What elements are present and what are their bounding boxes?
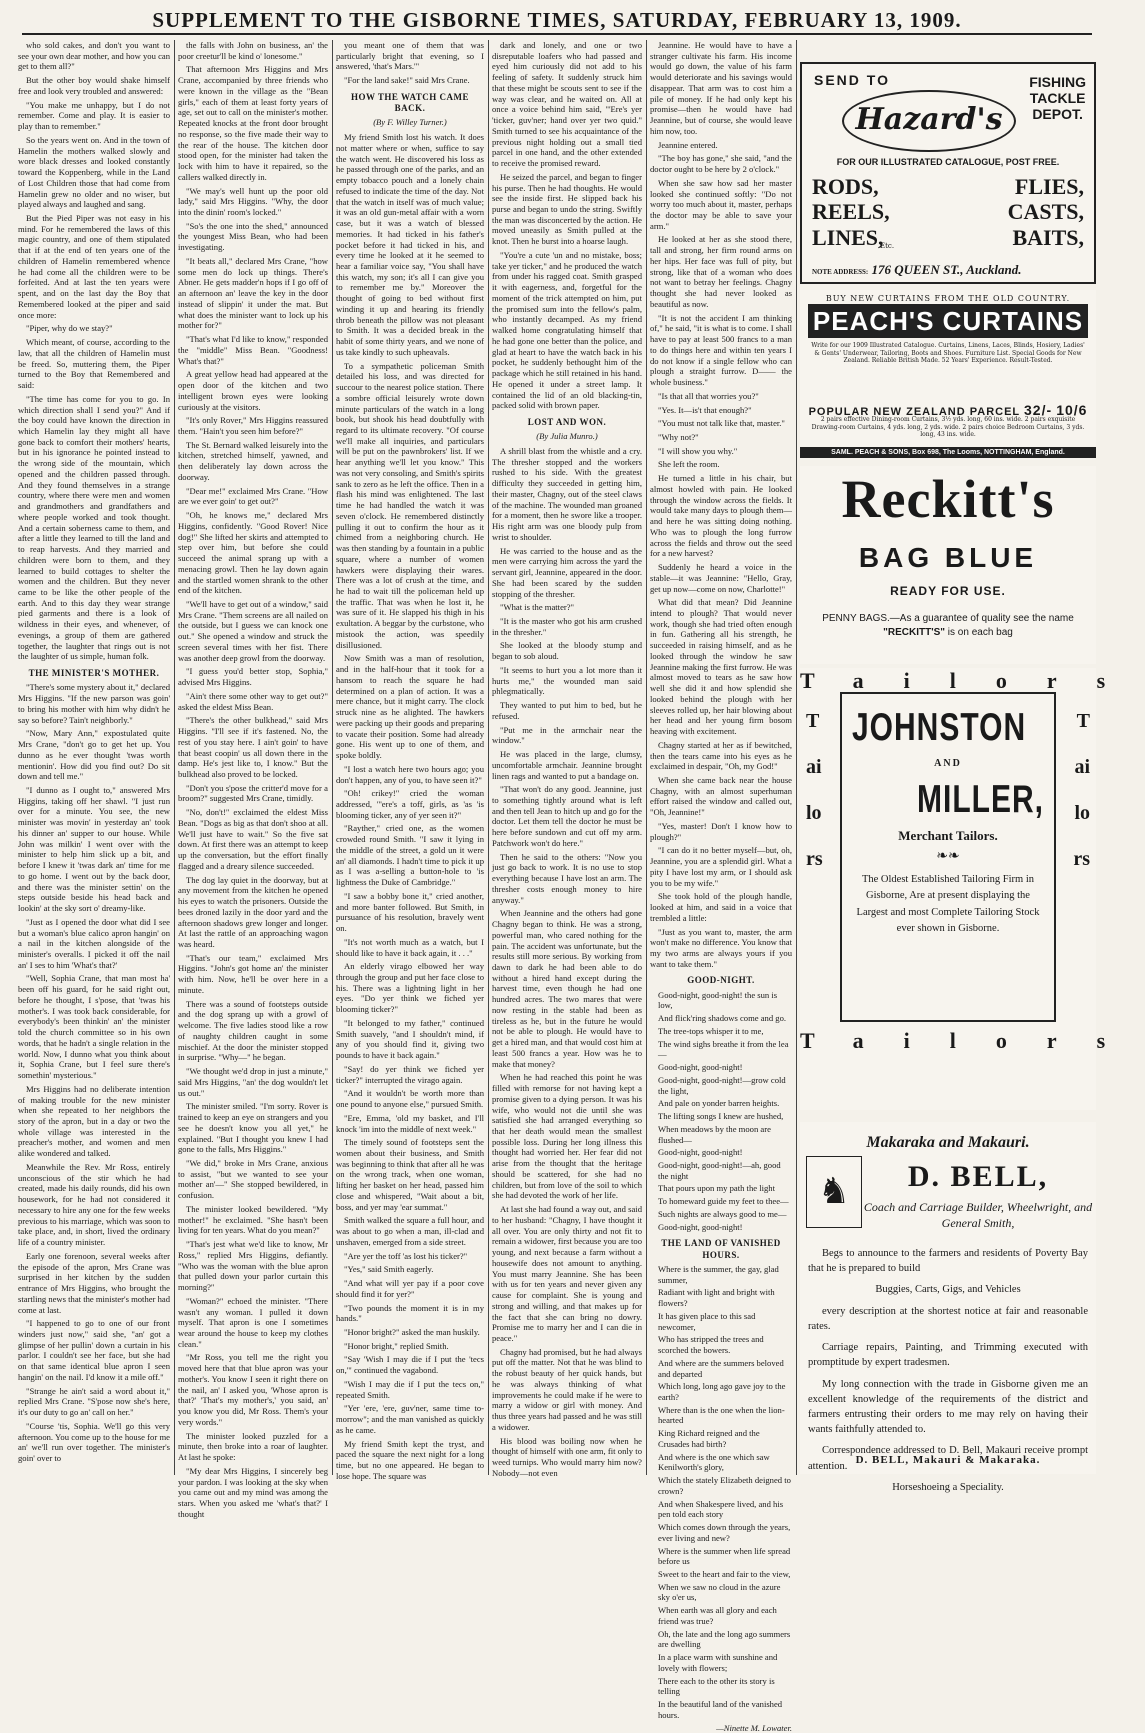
story-paragraph: "I lost a watch here two hours ago; you don't happen, any of you, to have seen it?": [336, 763, 484, 785]
johnston-miller-tailors-ad: [800, 668, 1145, 1110]
story-paragraph: "No, don't!" exclaimed the eldest Miss Bean. "Dogs as big as that don't shoo at all. We'll just have to wait." So the five sat down. At first there was an attempt to keep up the conversation, but the effort finally flagged and a dreary silence succeeded.: [178, 807, 328, 871]
story-paragraph: Jeannine entered.: [658, 139, 718, 150]
poem-line: The tree-tops whisper it to me,: [658, 1025, 764, 1036]
poem-line: It has given place to this sad newcomer,: [658, 1310, 756, 1332]
column-5: [650, 40, 792, 1733]
story-paragraph: The minister looked puzzled for a minute, then broke into a roar of laughter. At last he spoke:: [178, 1430, 328, 1463]
poem-line: Good-night, good-night!—grow cold the light,: [658, 1074, 786, 1096]
story-paragraph: "It's only Rover," Mrs Higgins reassured them. "Hain't you seen him before?": [178, 415, 328, 436]
story-paragraph: Which meant, of course, according to the law, that all the children of Hamelin must be freed. So, muttering them, the Piper turned to the Boy that Remembered and said:: [18, 337, 170, 391]
poem-heading: GOOD-NIGHT.: [687, 975, 755, 986]
ad-paragraph: My long connection with the trade in Gisborne given me an excellent knowledge of the requirements of the district and farmers entrusting their orders to me may rely on having their wants faithfully attended to.: [808, 1378, 1088, 1436]
story-paragraph: "There's the other bulkhead," said Mrs Higgins. "I'll see if it's fastened. No, the rest of you stay here. I ain't goin' to have that beast coopin' us all down there in the damp. He's jest like to, I know." But the bulkhead also proved to be locked.: [178, 715, 328, 779]
story-paragraph: A shrill blast from the whistle and a cry. The thresher stopped and the workers rushed to his side. With the greatest difficulty they succeeded in getting him, their master, Chagny, out of the steel claws of the machine. The wounded man groaned for a moment, then he swore like a trooper. His right arm was one bloody pulp from wrist to shoulder.: [492, 445, 642, 542]
story-paragraph: He was placed in the large, clumsy, uncomfortable armchair. Jeannine brought linen rags and wanted to put a bandage on.: [492, 749, 642, 781]
ad-location-heading: Makaraka and Makauri.: [866, 1134, 1030, 1151]
poem-line: And where are the summers beloved and departed: [658, 1357, 784, 1379]
ad-line: CASTS,: [1007, 199, 1084, 225]
ad-paragraph: Horseshoeing a Speciality.: [892, 1481, 1004, 1493]
ad-and: AND: [934, 758, 962, 769]
ad-guarantee-text: PENNY BAGS.—As a guarantee of quality see the name: [822, 613, 1074, 624]
story-paragraph: "Are yer the toff 'as lost his ticker?": [344, 1250, 468, 1261]
story-paragraph: The timely sound of footsteps sent the women about their business, and Smith was beginning to think that after all he was on the wrong track, when one woman, lifting her basket on her head, passed him close and whispered, "Wait about a bit, boss, and yer may 'ear summat.": [336, 1137, 484, 1212]
story-paragraph: To a sympathetic policeman Smith detailed his loss, and was directed for succour to the nearest police station. There a sombre official leisurely wrote down minute particulars of the watch in a long book, but shook his head doubtfully with regard to its ultimate recovery. "Of course we'll make all inquiries, and particulars will be put on the pawnbrokers' list. If we hear anything we'll let you know." This was not very consoling, and Smith's spirits sank to zero as he left the office. Then in a flash his mind was enlightened. The last time he had handled the watch it was seven o'clock. He remembered distinctly pulling it out to confirm the hour as it chimed from a neighboring church. He was then standing by a fountain in a public square, where a number of women hawkers were displaying their wares. There was a lot of crush at the time, and he had to wait till the policeman held up the traffic. That was when he lost it, he was sure of it. He slapped his thigh in his exultation. A beggar by the curbstone, who mistook the action, was speedily disillusioned.: [336, 360, 484, 650]
story-paragraph: "It is the master who got his arm crushed in the thresher.": [492, 615, 642, 637]
poem-line: Oh, the late and the long ago summers are dwelling: [658, 1628, 791, 1650]
poem-vanished-hours: [650, 1264, 792, 1721]
article-byline: (By F. Willey Turner.): [373, 117, 447, 128]
tailors-inner-box: [840, 692, 1056, 1022]
ad-paragraph: Buggies, Carts, Gigs, and Vehicles: [875, 1284, 1021, 1296]
ad-note-label: NOTE ADDRESS:: [812, 268, 869, 276]
column-1: [18, 40, 170, 1475]
story-paragraph: "Just as I opened the door what did I see but a woman's blue calico apron hangin' on a nail in the kitchen alongside of the minister's overalls. I picked it off the nail an' I ses to him 'What's that?': [18, 916, 170, 970]
column-rule: [646, 40, 647, 1475]
story-paragraph: "There's some mystery about it," declared Mrs Higgins. "If the new parson was goin' to bring his mother with him why didn't he say so before? Tain't neighborly.": [18, 682, 170, 725]
ad-trade: Merchant Tailors.: [898, 828, 998, 843]
story-paragraph: "That's jest what we'd like to know, Mr Ross," replied Mrs Higgins, defiantly. "Who was the woman with the blue apron that pulled down your parlor curtain this morning?": [178, 1239, 328, 1293]
story-paragraph: "And what will yer pay if a poor cove should find it for yer?": [336, 1278, 484, 1299]
story-paragraph: "I saw a bobby bone it," cried another, and more banter followed. But Smith, in pursuance of his resolution, bravely went on.: [336, 890, 484, 934]
story-paragraph: "Don't you s'pose the critter'd move for a broom?" suggested Mrs Crane, timidly.: [178, 782, 328, 804]
story-paragraph: There was a sound of footsteps outside and the dog sprang up with a growl of welcome. The five ladies stood like a row of naughty children caught in some mischief. At the door the minister stopped in surprise. "Why—" he began.: [178, 998, 328, 1063]
poem-line: Good-night, good-night!: [658, 1062, 743, 1073]
story-paragraph: Meanwhile the Rev. Mr Ross, entirely unconscious of the stir which he had created, made his daily rounds, did his own housework, for he had not considered it necessary to hire any one for the few weeks previous to his marriage, which was soon to take place, and, in short, lived the ordinary life of a country minister.: [18, 1161, 170, 1248]
story-paragraph: She left the room.: [658, 459, 720, 470]
ad-line: FISHING: [1029, 74, 1086, 90]
poem-line: King Richard reigned and the Crusades had birth?: [658, 1428, 760, 1449]
story-paragraph: The St. Bernard walked leisurely into the kitchen, stretched himself, yawned, and then deliberately lay down across the doorway.: [178, 439, 328, 482]
story-paragraph: you meant one of them that was particularly bright that evening, so I answered, 'that's Mars.'": [336, 40, 484, 72]
column-rule: [796, 40, 797, 1475]
reckitts-logo: Reckitt's: [841, 469, 1055, 529]
story-paragraph: "That's what I'd like to know," responded the "middle" Miss Bean. "Goodness! What's that?": [178, 334, 328, 366]
ad-line: LINES,: [812, 224, 884, 250]
ad-line: REELS,: [812, 199, 890, 225]
story-paragraph: She took hold of the plough handle, looked at him, and said in a voice that trembled a little:: [650, 891, 792, 923]
story-paragraph: "That won't do any good. Jeannine, just to something tightly around what is left and then tell Jean to hitch up and go for the doctor. Let them tell the doctor he must be here before sundown and cut off my arm. Patchwork won't do here.": [492, 784, 642, 848]
advertisements-column: [800, 40, 1145, 1493]
column-rule: [488, 40, 489, 1475]
story-paragraph: "The boy has gone," she said, "and the doctor ought to be here by 2 o'clock.": [650, 153, 792, 175]
story-paragraph: "Yes," said Smith eagerly.: [344, 1264, 434, 1275]
column-4: [492, 40, 642, 1478]
column-rule: [174, 40, 175, 1475]
story-paragraph: "We did," broke in Mrs Crane, anxious to assist, "but we wanted to see your mother an'—" She stopped bewildered, in confusion.: [178, 1157, 328, 1201]
story-paragraph: When he had reached this point he was filled with remorse for not having kept a promise given to a dying person. It was his wife, who would not die until she was satisfied she had arranged everything so that her death would mean the smallest possible loss. During her long illness this thought had worried her. Her fear did not arise from the thought that the heritage should be scattered, for she had no children, but from love of the soil to which she had devoted the work of her life.: [492, 1072, 642, 1201]
poem-line: In a place warm with sunshine and lovely with flowers;: [658, 1652, 778, 1673]
story-paragraph: who sold cakes, and don't you want to see your own dear mother, and how you can get to them all?": [18, 40, 170, 72]
poem-line: And where is the one which saw Kenilworth's glory,: [658, 1451, 770, 1473]
ad-popular-label: POPULAR NEW ZEALAND PARCEL: [808, 406, 1020, 418]
ad-tailors-left: Tailors: [806, 710, 823, 870]
hazard-logo: Hazard's: [842, 90, 1016, 152]
masthead: [0, 0, 1114, 36]
story-paragraph: "You make me unhappy, but I do not remember. Come and play. It is easier to play than to remember.": [18, 99, 170, 132]
ad-parcel-contents: 2 pairs effective Dining-room Curtains, 3½ yds. long, 60 ins. wide. 2 pairs exquisite Drawing-room Curtains, 4 yds. long, 2 yds. wide. 2 pairs choice Bedroom Curtains, 3 yds. long, 43 ins. wide.: [811, 416, 1085, 438]
story-paragraph: "I happened to go to one of our front winders just now," said she, "an' got a glimpse of her pullin' down a curtain in his parlor. I couldn't see her face, but she had on that same identical blue apron I seen hangin' on the nail. I'd know it a mile off.": [18, 1318, 170, 1382]
story-paragraph: What did that mean? Did Jeannine intend to plough? That would never work, though she had tried often enough in fun. Gathering all his strength, he succeeded in raising himself, and as he looked through the window he saw Jeannine making the first furrow. He was almost moved to tears as he saw how well she did it and how splendid she looked behind the plough with her sleeves rolled up, her hair blowing about her head and her young firm bosom heaving with excitement.: [650, 597, 792, 737]
column-3: [336, 40, 484, 1481]
poem-line: Where than is the one when the lion-hearted: [658, 1404, 785, 1426]
story-paragraph: "It is not the accident I am thinking of," he said, "it is what is to come. I shall have to pay at least 500 francs to a man to do things here and within ten years I do not know if a single fellow who can plough a straight furrow. D—— the whole business.": [650, 312, 792, 388]
ad-send-to: SEND TO: [814, 72, 890, 88]
story-paragraph: The minister smiled. "I'm sorry. Rover is trained to keep an eye on strangers and you see he doesn't know you all yet," he explained. "But I thought you knew I had gone to the falls, Mrs Higgins.": [178, 1101, 328, 1155]
story-paragraph: "That's our team," exclaimed Mrs Higgins. "John's got home an' the minister with him. Now, he'll be over here in a minute.: [178, 952, 328, 995]
poem-line: Radiant with light and bright with flowers?: [658, 1287, 775, 1309]
ad-line: FLIES,: [1014, 174, 1084, 199]
ad-tagline: BUY NEW CURTAINS FROM THE OLD COUNTRY.: [825, 294, 1071, 303]
ad-fishing-tackle-depot: [1029, 74, 1086, 122]
ad-paragraph: Correspondence addressed to D. Bell, Makauri receive prompt attention.: [808, 1445, 1088, 1472]
hazard-fishing-ad: [800, 62, 1096, 284]
story-paragraph: "We thought we'd drop in just a minute," said Mrs Higgins, "an' the dog wouldn't let us out.": [178, 1066, 328, 1098]
ad-product-name: BAG BLUE: [858, 542, 1038, 573]
article-byline: (By Julia Munro.): [536, 431, 598, 442]
ad-firm-name-1: JOHNSTON: [852, 706, 1027, 749]
story-paragraph: "Course 'tis, Sophia. We'll go this very afternoon. You come up to the house for me an' we'll run over together. The minister's goin' over to: [18, 1420, 170, 1464]
story-paragraph: When she came back near the house Chagny, with an almost superhuman effort raised the window and called out, "Oh, Jeannine!": [650, 775, 792, 818]
poem-line: Good-night, good-night! the sun is low,: [658, 989, 778, 1011]
story-paragraph: "My dear Mrs Higgins, I sincerely beg your pardon. I was looking at the sky when you came out and my mind was among the stars. When you asked me 'what's that?' I thought: [178, 1465, 328, 1519]
story-paragraph: the falls with John on business, an' the poor creetur'll be kind o' lonesome.": [178, 40, 328, 61]
column-rule: [332, 40, 333, 1475]
story-paragraph: Smith walked the square a full hour, and was about to go when a man, ill-clad and unshaven, emerged from a side street.: [336, 1215, 484, 1247]
story-paragraph: "I guess you'd better stop, Sophia," advised Mrs Higgins.: [178, 666, 328, 688]
story-paragraph: When Jeannine and the others had gone Chagny began to think. He was a strong, powerful man, who cared nothing for the pain. The accident was unfortunate, but the results still more serious. By working from dawn to dark he had been able to do without a hired hand except during the harvest time, even though he had one hundred acres. The two mares that were now resting in the stable had been as tireless as he, but in the future he would not be able to plough. He would have to get a hired man, and that would cost him at least 500 francs a year. How was he to make that money?: [492, 908, 642, 1069]
poem-line: When meadows by the moon are flushed—: [658, 1123, 771, 1145]
story-paragraph: Early one forenoon, several weeks after the episode of the apron, Mrs Crane was surprised in her kitchen by the sudden entrance of Mrs Higgins, who brought the startling news that the minister's mother had come at last.: [18, 1250, 170, 1315]
story-paragraph: "And it wouldn't be worth more than one pound to anyone else," pursued Smith.: [336, 1088, 484, 1110]
story-paragraph: "We may's well hunt up the poor old lady," said Mrs Higgins. "Why, the door into the dinin' room's locked.": [178, 185, 328, 218]
story-paragraph: Jeannine. He would have to have a stranger cultivate his farm. His income would go down, the value of his farm would deteriorate and his savings would disappear. That arm was to cost him a pile of money. If he had only kept his promise—then he would have had Jeannine, but of course, she would leave him now, too.: [650, 40, 792, 136]
ad-ready-for-use: READY FOR USE.: [890, 584, 1006, 598]
story-paragraph: The dog lay quiet in the doorway, but at any movement from the kitchen he opened his eyes to watch the prisoners. Outside the bees droned lazily in the door yard and the afternoon shadows grew longer and longer. At last the rattle of an approaching wagon was heard.: [178, 874, 328, 950]
poem-line: There each to the other its story is telling: [658, 1675, 775, 1697]
peach-curtains-ad: [800, 290, 1096, 460]
story-paragraph: "Woman?" echoed the minister. "There wasn't any woman. I pulled it down myself. That apron is one I sometimes wear around the house to keep my clothes clean.": [178, 1295, 328, 1349]
story-paragraph: "Say 'Wish I may die if I put the 'tecs on,'" continued the vagabond.: [336, 1354, 484, 1376]
ad-firm-name-2: MILLER,: [917, 778, 1044, 821]
story-paragraph: His blood was boiling now when he thought of himself with one arm, fit only to weed turnips. Who would marry him now? Nobody—not even: [492, 1435, 642, 1478]
story-paragraph: But the Pied Piper was not easy in his mind. For he remembered the laws of this magic country, and one of them stipulated that if at the end of ten years one of the children of Hamelin remembered whence he had come all the children were to be forfeited. And at last the ten years were spent, and on the last day the Boy that Remembered looked at the piper and said once more:: [18, 213, 170, 320]
ad-line: DEPOT.: [1032, 106, 1083, 123]
story-paragraph: "Yes. It—is't that enough?": [658, 404, 752, 415]
story-paragraph: "Just as you want to, master, the arm won't make no difference. You know that my two arms are always yours if you want to take them.": [650, 926, 792, 969]
poem-line: To homeward guide my feet to thee—: [658, 1196, 789, 1207]
story-paragraph: "Piper, why do we stay?": [26, 323, 113, 334]
ad-line: TACKLE: [1029, 90, 1086, 107]
ad-small-print: Write for our 1909 Illustrated Catalogue. Curtains, Linens, Laces, Blinds, Hosiery, Ladies' & Gents' Underwear, Tailoring, Boots and Shoes. Furniture List. Special Goods for New Zealand. Reliable British Made. 52 Years' Experience. Result-Tested.: [811, 342, 1085, 364]
story-paragraph: dark and lonely, and one or two disreputable loafers who had passed and eyed him curiously did not add to his feeling of safety. It suddenly struck him that these might be scouts sent to see if the way was clear, and he waited on. All at once a voice behind him said, "'Ere's yer 'ticker, guv'ner; hand over yer two quid." Smith turned to see his acquaintance of the previous night holding out a small tied parcel in one hand, and the other extended to receive the promised reward.: [492, 40, 642, 169]
story-paragraph: The minister looked bewildered. "My mother!" he exclaimed. "She hasn't been living for ten years. What do you mean?": [178, 1203, 328, 1236]
poem-line: And flick'ring shadows come and go.: [658, 1013, 787, 1024]
ad-tailors-right: Tailors: [1073, 710, 1090, 870]
story-paragraph: "Honor bright?" asked the man huskily.: [344, 1327, 480, 1338]
story-paragraph: At last she had found a way out, and said to her husband: "Chagny, I have thought it all over. You are only thirty and not fit to remain a widower, first because you are too young, and next because a farm without a housewife does not amount to anything. You must marry Jeannine. She has been with us for ten years and never given any cause for complaint. She is young and strong and willing, and that makes up for the fact that she can bring no dowry. Promise me to marry her and I can die in peace.": [492, 1204, 642, 1343]
poem-heading: THE LAND OF VANISHED HOURS.: [661, 1238, 781, 1260]
ad-guarantee-text: is on each bag: [947, 626, 1013, 638]
story-paragraph: "Is that all that worries you?": [658, 390, 759, 401]
ad-line: BAITS,: [1012, 224, 1084, 250]
ad-proprietor-name: D. BELL,: [907, 1160, 1049, 1193]
story-paragraph: "For the land sake!" said Mrs Crane.: [344, 75, 470, 86]
poem-line: Good-night, good-night!: [658, 1221, 743, 1232]
story-paragraph: "Why not?": [658, 431, 699, 442]
story-paragraph: "The time has come for you to go. In which direction shall I send you?" And if the boy could have known the direction in which Hamelin lay they might all have gone back to comfort their mothers' hearts, but in his ignorance he pointed instead to the wrong side of the mountain, which opened and the children passed through. And they found themselves in a strange country, where there were men and women and grandmothers and grandfathers and where people worked and took thought. And a certain soberness came to them, and after a little they learned to till the land and to reap harvests. And they married and children were born to them, and they learned to build cottages to shelter the women and the children. But they never came to be like the other people of the earth. And to this day they wear strange pied garments and there is a look of wildness in their eyes, and whenever, of evenings, a group of them are gathered together, the laughter that rings out is not the laughter of us simple, human folk.: [18, 393, 170, 662]
story-paragraph: "It beats all," declared Mrs Crane, "how some men do lock up things. There's Abner. He gets madder'n hops if I go off of an afternoon an' leave the key in the door instead of slippin' it under the mat. But what does the minister want to lock up his mother for?": [178, 255, 328, 331]
story-paragraph: "Mr Ross, you tell me the right you moved here that that blue apron was your mother's. You know I seen it right there on the nail, an' I asked you, 'Whose apron is that?' 'That's my mother's,' you said, an' you know you did, Mr Ross. Them's your very words.": [178, 1352, 328, 1427]
ad-paragraph: Carriage repairs, Painting, and Trimming executed with promptitude by expert tradesmen.: [808, 1342, 1088, 1369]
peach-curtains-logo: PEACH'S CURTAINS: [808, 304, 1088, 338]
header-rule: [22, 33, 1092, 35]
ad-tailors-bottom: Tailors: [800, 1028, 1145, 1053]
poem-line: Where is the summer, the gay, glad summer,: [658, 1263, 779, 1285]
ad-address-text: 176 QUEEN ST., Auckland.: [871, 262, 1022, 277]
poem-line: Which long, long ago gave joy to the earth?: [658, 1381, 786, 1402]
story-paragraph: "You must not talk like that, master.": [658, 418, 785, 429]
story-paragraph: "Rayther," cried one, as the women crowded round Smith. "I saw it lying in the middle of the street, a gold un it were an' all diamonds. I hadn't time to pick it up as I was a-selling a button-hole to 'is lightness the Duke of Cambridge.": [336, 823, 484, 888]
d-bell-coachbuilder-ad: [800, 1122, 1096, 1493]
story-paragraph: When she saw how sad her master looked she continued softly: "Do not worry too much about it, master, perhaps the doctor may be able to save your arm.": [650, 177, 792, 231]
story-paragraph: Chagny started at her as if bewitched, then the tears came into his eyes as he exclaimed in despair, "Oh, my God!": [650, 739, 792, 772]
story-paragraph: My friend Smith lost his watch. It does not matter where or when, suffice to say the watch went. He discovered his loss as he passed through one of the parks, and an empty tobacco pouch and a lonely chain refused to indicate the time of the day. Not that the watch in itself was of much value; it was an old gun-metal affair with a worn case, but it was a watch of blessed memories. It had ticked in his father's pocket before it had ticked in his, and every time he looked at it he seemed to hear a familiar voice say, "You shall have this watch, my son; it's all I can give you to remember me by." Moreover the thought of going to bed without first winding it up and hearing its friendly throb beneath the pillow was not pleasant to Smith. It was a decided break in the habit of some thirty years, and we none of us take kindly to such upheavals.: [336, 132, 484, 357]
story-paragraph: "It seems to hurt you a lot more than it hurts me," the wounded man said phlegmatically.: [492, 664, 642, 697]
ad-catalogue-line: FOR OUR ILLUSTRATED CATALOGUE, POST FREE.: [836, 157, 1060, 167]
story-paragraph: "Honor bright," replied Smith.: [344, 1340, 449, 1351]
horse-icon: ♞: [806, 1156, 862, 1228]
story-paragraph: "Ain't there some other way to get out?" asked the eldest Miss Bean.: [178, 690, 328, 712]
article-heading: THE MINISTER'S MOTHER.: [28, 668, 160, 679]
story-paragraph: "So's the one into the shed," announced the youngest Miss Bean, who had been investigating.: [178, 220, 328, 253]
poem-line: In the beautiful land of the vanished hours.: [658, 1699, 783, 1720]
story-paragraph: But the other boy would shake himself free and look very troubled and answered:: [18, 75, 170, 96]
poem-line: Which the stately Elizabeth deigned to crown?: [658, 1475, 791, 1496]
story-paragraph: He turned a little in his chair, but almost howled with pain. He looked through the window across the fields. It would take many days to plough them—and here he was sitting doing nothing. Who was to plough the long furrow across the fields and throw out the seed for a new harvest?: [650, 473, 792, 559]
poem-line: The lifting songs I knew are hushed,: [658, 1111, 784, 1122]
story-paragraph: "Wish I may die if I put the tecs on," repeated Smith.: [336, 1378, 484, 1400]
ad-line: RODS,: [812, 174, 879, 199]
poem-good-night: [650, 990, 792, 1233]
poem-line: Such nights are always good to me—: [658, 1208, 787, 1219]
story-paragraph: "You're a cute 'un and no mistake, boss; take yer ticker," and he produced the watch from under his ragged coat. Smith grasped it with eagerness, and, forgetful for the moment of the trick attempted on him, put the promised sum into the fellow's palm, who instantly decamped. As my friend walked home congratulating himself that he had gone one better than the police, and glad at heart to have the watch back in his pocket, he suddenly bethought him of the package which he still retained in his hand. He opened it under a street lamp. It contained the lid of an old blacking-tin, packed solid with brown paper.: [492, 249, 642, 411]
story-paragraph: "Yer 'ere, 'ere, guv'ner, same time to-morrow"; and the man vanished as quickly as he came.: [336, 1403, 484, 1435]
poem-line: And when Shakespere lived, and his pen told each story: [658, 1498, 784, 1520]
poem-line: The wind sighs breathe it from the lea—: [658, 1038, 789, 1060]
story-paragraph: Chagny had promised, but he had always put off the matter. Not that he was blind to the robust beauty of her quick hands, but he was always thinking of what improvements he could make if he were to marry a widow or girl with money. And thus three years had passed and he was still a widower.: [492, 1346, 642, 1432]
newspaper-header-title: SUPPLEMENT TO THE GISBORNE TIMES, SATURDAY, FEBRUARY 13, 1909.: [152, 8, 962, 32]
ad-trade-description: Coach and Carriage Builder, Wheelwright, and General Smith,: [863, 1200, 1093, 1230]
ad-tailors-top: Tailors: [800, 668, 1145, 693]
ad-address: [812, 262, 1021, 278]
reckitt-bag-blue-ad: [800, 466, 1096, 664]
story-paragraph: "Dear me!" exclaimed Mrs Crane. "How are we ever goin' to get out?": [178, 485, 328, 507]
story-paragraph: My friend Smith kept the tryst, and paced the square the next night for a long time, but no one appeared. He began to lose hope. The square was: [336, 1438, 484, 1481]
story-paragraph: A great yellow head had appeared at the open door of the kitchen and two intelligent brown eyes were looking curiously at the visitors.: [178, 369, 328, 412]
story-paragraph: He was carried to the house and as the men were carrying him across the yard the servant girl, Jeannine, appeared in the door. She had been scared by the sudden stopping of the thresher.: [492, 545, 642, 599]
story-paragraph: So the years went on. And in the town of Hamelin the mothers walked slowly and wore black dresses and looked constantly toward the Koppenberg, while in the Land of Lost Children those that had come from Hamelin grew no older and no wiser, but played always and laughed and sang.: [18, 134, 170, 210]
story-paragraph: An elderly virago elbowed her way through the group and put her face close to his. There was a lightning light in her eyes. "Do yer think we fiched yer blooming ticker?": [336, 961, 484, 1015]
poem-line: And pale on yonder barren heights.: [658, 1098, 780, 1109]
story-paragraph: "Strange he ain't said a word about it," replied Mrs Crane. "S'pose now she's here, it's our duty to go an' call on her.": [18, 1385, 170, 1418]
story-paragraph: That afternoon Mrs Higgins and Mrs Crane, accompanied by three friends who were known in the village as the "Bean girls," each of them at least forty years of age, set out to call on the minister's mother. Repeated knocks at the front door brought no response, so the five made their way to the rear of the house. The kitchen door stood open, for the minister had taken the lock with him to have it repaired, so the callers walked directly in.: [178, 64, 328, 182]
ad-etc: Etc.: [880, 242, 895, 250]
poem-line: Good-night, good-night!: [658, 1147, 743, 1158]
story-paragraph: "Yes, master! Don't I know how to plough?": [650, 820, 792, 842]
ad-price: 32/-: [1024, 402, 1053, 418]
story-paragraph: "Well, Sophia Crane, that man most ha' been off his guard, for he said right out, before he thought, I s'pose, that 'twas his mother's. I was took back considerable, for everybody's been thinkin' an' the minister told the church committee so in his own words, that he hadn't a single relation in the world. Now, I dunno what you think about it, Sophia Crane, but I feel sure there's somethin' mysterious.": [18, 973, 170, 1081]
story-paragraph: "Say! do yer think we fiched yer ticker?" interrupted the virago again.: [336, 1063, 484, 1085]
story-paragraph: Then he said to the others: "Now you just go back to work. It is no use to stop everything because I have lost an arm. The thresher costs enough money to hire anyway.": [492, 851, 642, 905]
story-paragraph: "I will show you why.": [658, 445, 738, 456]
story-paragraph: He seized the parcel, and began to finger his purse. Then he had thoughts. He would see the inside first. He slipped back his purse and began to undo the string. Swiftly the man was disconcerted by the action. He moved uneasily as Smith pulled at the knot. Then he burst into a hoarse laugh.: [492, 171, 642, 247]
ad-product-list-right: [1008, 174, 1084, 250]
poem-line: Which comes down through the years, ever living and new?: [658, 1522, 791, 1543]
poem-signature: —Ninette M. Lowater.: [716, 1722, 792, 1733]
article-heading: LOST AND WON.: [527, 416, 607, 427]
poem-line: Who has stripped the trees and scorched the bowers.: [658, 1334, 764, 1356]
story-paragraph: "Oh, he knows me," declared Mrs Higgins, confidently. "Good Rover! Nice dog!" She lifted her skirts and attempted to step over him, but before she could succeed the animal sprang up with a menacing growl. Then he lay down again and the startled women shrank to the other end of the kitchen.: [178, 510, 328, 596]
poem-line: Where is the summer when life spread before us: [658, 1545, 791, 1567]
ad-address: SAML. PEACH & SONS, Box 698, The Looms, NOTTINGHAM, England.: [800, 447, 1096, 458]
poem-line: Good-night, good-night!—ah, good the night: [658, 1160, 781, 1181]
story-paragraph: Mrs Higgins had no deliberate intention of making trouble for the new minister when she repeated to her neighbors the story of the apron, but in a day or two the whole village was interested in the preacher's mother, and women and men alike wondered and talked.: [18, 1083, 170, 1159]
story-paragraph: Now Smith was a man of resolution, and in the half-hour that it took for a hansom to reach the square he had determined on a plan of action. It was a mere chance, but it might carry. The clock struck nine as he alighted. The hawkers were packing up their goods and preparing to vacate their position. Some had already gone. His went up to one of them, and spoke boldly.: [336, 653, 484, 761]
ad-product-list-left: [812, 174, 890, 250]
ad-paragraph: Begs to announce to the farmers and residents of Poverty Bay that he is prepared to build: [808, 1248, 1088, 1275]
column-2: [178, 40, 328, 1519]
poem-line: That pours upon my path the light: [658, 1183, 775, 1194]
story-paragraph: Suddenly he heard a voice in the stable—it was Jeannine: "Hello, Gray, get up now—come on now, Charlotte!": [650, 562, 792, 594]
story-paragraph: "It belonged to my father," continued Smith suavely, "and I shouldn't mind, if any of you should find it, giving two pounds to have it back again.": [336, 1017, 484, 1061]
story-paragraph: "Oh! crikey!" cried the woman addressed, "'ere's a toff, girls, as 'as 'is blooming ticker, any of yer seen it?": [336, 788, 484, 820]
ornament-icon: ❧❧: [936, 848, 960, 864]
story-paragraph: "We'll have to get out of a window," said Mrs Crane. "Them screens are all nailed on the outside, but I guess we can knock one out." She opened a window and struck the screen several times with her fist. There was another deep growl from the doorway.: [178, 598, 328, 663]
story-paragraph: "Ere, Emma, 'old my basket, and I'll knock 'im into the middle of next week.": [336, 1112, 484, 1134]
story-paragraph: "What is the matter?": [500, 602, 575, 613]
story-paragraph: "I can do it no better myself—but, oh, Jeannine, you are a splendid girl. What a pity I have lost my arm, or I should ask you to be my wife.": [650, 845, 792, 888]
story-paragraph: They wanted to put him to bed, but he refused.: [492, 700, 642, 721]
story-paragraph: "Put me in the armchair near the window.": [492, 724, 642, 746]
ad-guarantee-brand: "RECKITT'S": [883, 626, 946, 638]
article-heading: HOW THE WATCH CAME BACK.: [350, 91, 470, 114]
story-paragraph: He looked at her as she stood there, tall and strong, her firm round arms on her hips. Her face was full of pity, but strong, like that of a woman who does not want to betray her feelings. Chagny thought she had never looked as beautiful as now.: [650, 234, 792, 309]
story-paragraph: She looked at the bloody stump and began to sob aloud.: [492, 640, 642, 662]
ad-paragraph: every description at the shortest notice at fair and reasonable rates.: [808, 1305, 1088, 1332]
poem-line: When earth was all glory and each friend was true?: [658, 1605, 777, 1626]
ad-guarantee: [806, 612, 1090, 639]
ad-price: 10/6: [1056, 402, 1088, 418]
ad-footer: D. BELL, Makauri & Makaraka.: [855, 1454, 1041, 1466]
story-paragraph: "Now, Mary Ann," expostulated quite Mrs Crane, "don't go to get het up. You dunno as he ever thought 'twas worth mentionin'. How did you find out? Do sit down and tell me.": [18, 728, 170, 782]
story-paragraph: "It's not worth much as a watch, but I should like to have it back again, it . . .": [336, 936, 484, 958]
story-paragraph: "Two pounds the moment it is in my hands.": [336, 1302, 484, 1324]
poem-line: Sweet to the heart and fair to the view,: [658, 1569, 791, 1580]
ad-body-text: The Oldest Established Tailoring Firm in Gisborne, Are at present displaying the Largest and most Complete Tailoring Stock ever shown in Gisborne.: [856, 874, 1040, 934]
story-paragraph: "I dunno as I ought to," answered Mrs Higgins, taking off her shawl. "I just run over for a minute. You see, the new minister was movin' in yesterday an' took his dinner an' supper to our house. While John was milkin' I went over with the minister to help him slick up a bit, and before I knew it 'twas dark an' time for me to go home. I went out by the back door, and there was the minister settin' on the steps outside beside his head back and lookin' at the sky sort o' dreamy-like.: [18, 784, 170, 914]
poem-line: When we saw no cloud in the azure sky o'er us,: [658, 1581, 781, 1603]
